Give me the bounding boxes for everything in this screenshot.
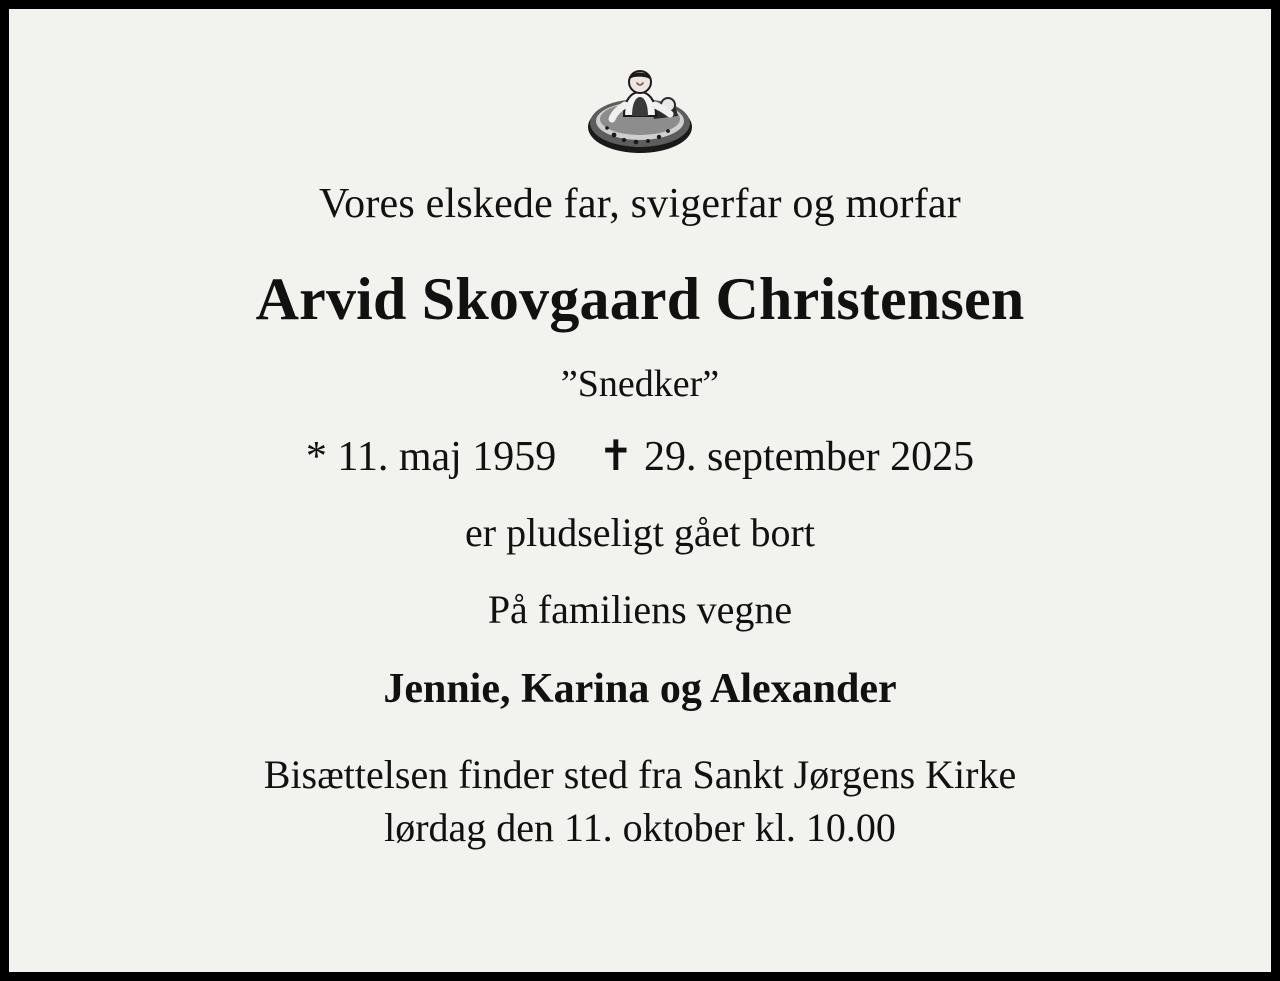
on-behalf-text: På familiens vegne bbox=[487, 586, 793, 632]
lead-line: Vores elskede far, svigerfar og morfar bbox=[319, 181, 961, 227]
epithet: ”Snedker” bbox=[560, 363, 720, 406]
deceased-name: Arvid Skovgaard Christensen bbox=[255, 266, 1025, 333]
carpenter-at-workbench-icon bbox=[580, 59, 700, 159]
survivors-names: Jennie, Karina og Alexander bbox=[383, 666, 897, 713]
funeral-line-two: lørdag den 11. oktober kl. 10.00 bbox=[384, 805, 896, 851]
funeral-details bbox=[69, 749, 1211, 855]
life-dates: * 11. maj 1959 ✝ 29. september 2025 bbox=[305, 433, 975, 480]
funeral-line-one: Bisættelsen finder sted fra Sankt Jørgens Kirke bbox=[263, 752, 1017, 798]
passing-text: er pludseligt gået bort bbox=[465, 509, 815, 555]
